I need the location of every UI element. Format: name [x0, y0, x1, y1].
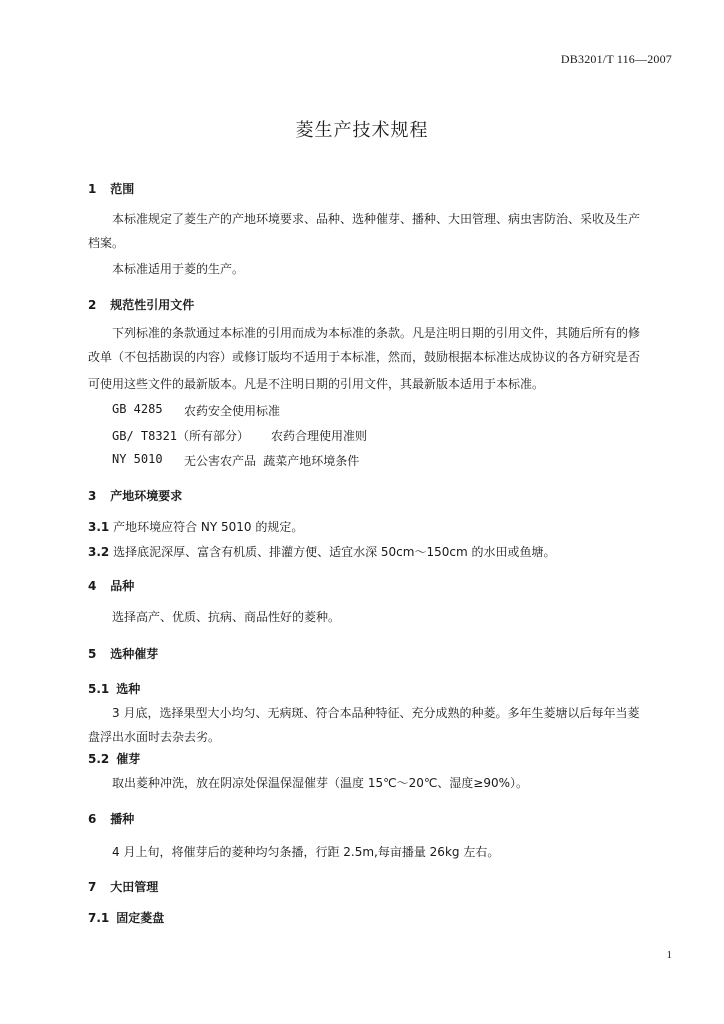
reference-code: NY 5010 [112, 452, 163, 466]
subsection-5-2-heading [88, 750, 140, 767]
section-4-heading [88, 577, 134, 594]
paragraph-continuation: 档案。 [88, 236, 125, 250]
subsection-7-1-heading [88, 909, 164, 926]
standard-code: DB3201/T 116—2007 [560, 52, 672, 66]
paragraph: 本标准规定了菱生产的产地环境要求、品种、选种催芽、播种、大田管理、病虫害防治、采收及生产 [112, 212, 641, 226]
paragraph: 本标准适用于菱的生产。 [112, 262, 245, 276]
subsection-number: 7.1 [88, 911, 110, 925]
section-number: 6 [88, 812, 97, 826]
clause-number: 3.1 [88, 520, 110, 534]
clause-3-1 [88, 518, 303, 535]
section-title: 大田管理 [110, 880, 159, 894]
section-title: 品种 [110, 579, 135, 593]
section-3-heading [88, 487, 182, 504]
subsection-title: 选种 [116, 682, 141, 696]
paragraph-continuation: 改单（不包括勘误的内容）或修订版均不适用于本标准，然而，鼓励根据本标准达成协议的各方研究是否 [88, 350, 641, 364]
paragraph: 下列标准的条款通过本标准的引用而成为本标准的条款。凡是注明日期的引用文件，其随后所有的修 [112, 326, 641, 340]
section-number: 5 [88, 647, 97, 661]
subsection-number: 5.2 [88, 752, 110, 766]
section-6-heading [88, 810, 134, 827]
subsection-5-1-heading [88, 680, 140, 697]
section-number: 7 [88, 880, 97, 894]
reference-name: 农药安全使用标准 [184, 404, 281, 418]
clause-text: 产地环境应符合 NY 5010 的规定。 [113, 520, 304, 534]
paragraph: 4 月上旬，将催芽后的菱种均匀条播，行距 2.5m,每亩播量 26kg 左右。 [112, 845, 500, 859]
subsection-title: 固定菱盘 [116, 911, 165, 925]
reference-name: 无公害农产品 蔬菜产地环境条件 [184, 454, 360, 468]
clause-text: 选择底泥深厚、富含有机质、排灌方便、适宜水深 50cm～150cm 的水田或鱼塘。 [113, 545, 556, 559]
document-title: 菱生产技术规程 [295, 120, 429, 141]
section-title: 产地环境要求 [110, 489, 183, 503]
clause-number: 3.2 [88, 545, 110, 559]
section-number: 2 [88, 298, 97, 312]
section-number: 3 [88, 489, 97, 503]
subsection-title: 催芽 [116, 752, 141, 766]
section-title: 选种催芽 [110, 647, 159, 661]
section-1-heading [88, 180, 134, 197]
section-number: 1 [88, 182, 97, 196]
section-7-heading [88, 878, 158, 895]
page-number: 1 [666, 949, 672, 961]
section-2-heading [88, 296, 194, 313]
paragraph: 3 月底，选择果型大小均匀、无病斑、符合本品种特征、充分成熟的种菱。多年生菱塘以后每年当菱 [112, 706, 640, 720]
paragraph-continuation: 可使用这些文件的最新版本。凡是不注明日期的引用文件，其最新版本适用于本标准。 [88, 377, 545, 391]
section-title: 规范性引用文件 [110, 298, 195, 312]
section-title: 播种 [110, 812, 135, 826]
paragraph: 选择高产、优质、抗病、商品性好的菱种。 [112, 610, 341, 624]
clause-3-2 [88, 543, 555, 560]
reference-code: GB 4285 [112, 402, 163, 416]
section-number: 4 [88, 579, 97, 593]
section-title: 范围 [110, 182, 135, 196]
paragraph-continuation: 盘浮出水面时去杂去劣。 [88, 730, 221, 744]
reference-code: GB/ T8321（所有部分） [112, 429, 250, 443]
paragraph: 取出菱种冲洗，放在阴凉处保温保湿催芽（温度 15℃～20℃、湿度≥90%）。 [112, 776, 529, 790]
subsection-number: 5.1 [88, 682, 110, 696]
reference-name: 农药合理使用准则 [271, 429, 368, 443]
section-5-heading [88, 645, 158, 662]
